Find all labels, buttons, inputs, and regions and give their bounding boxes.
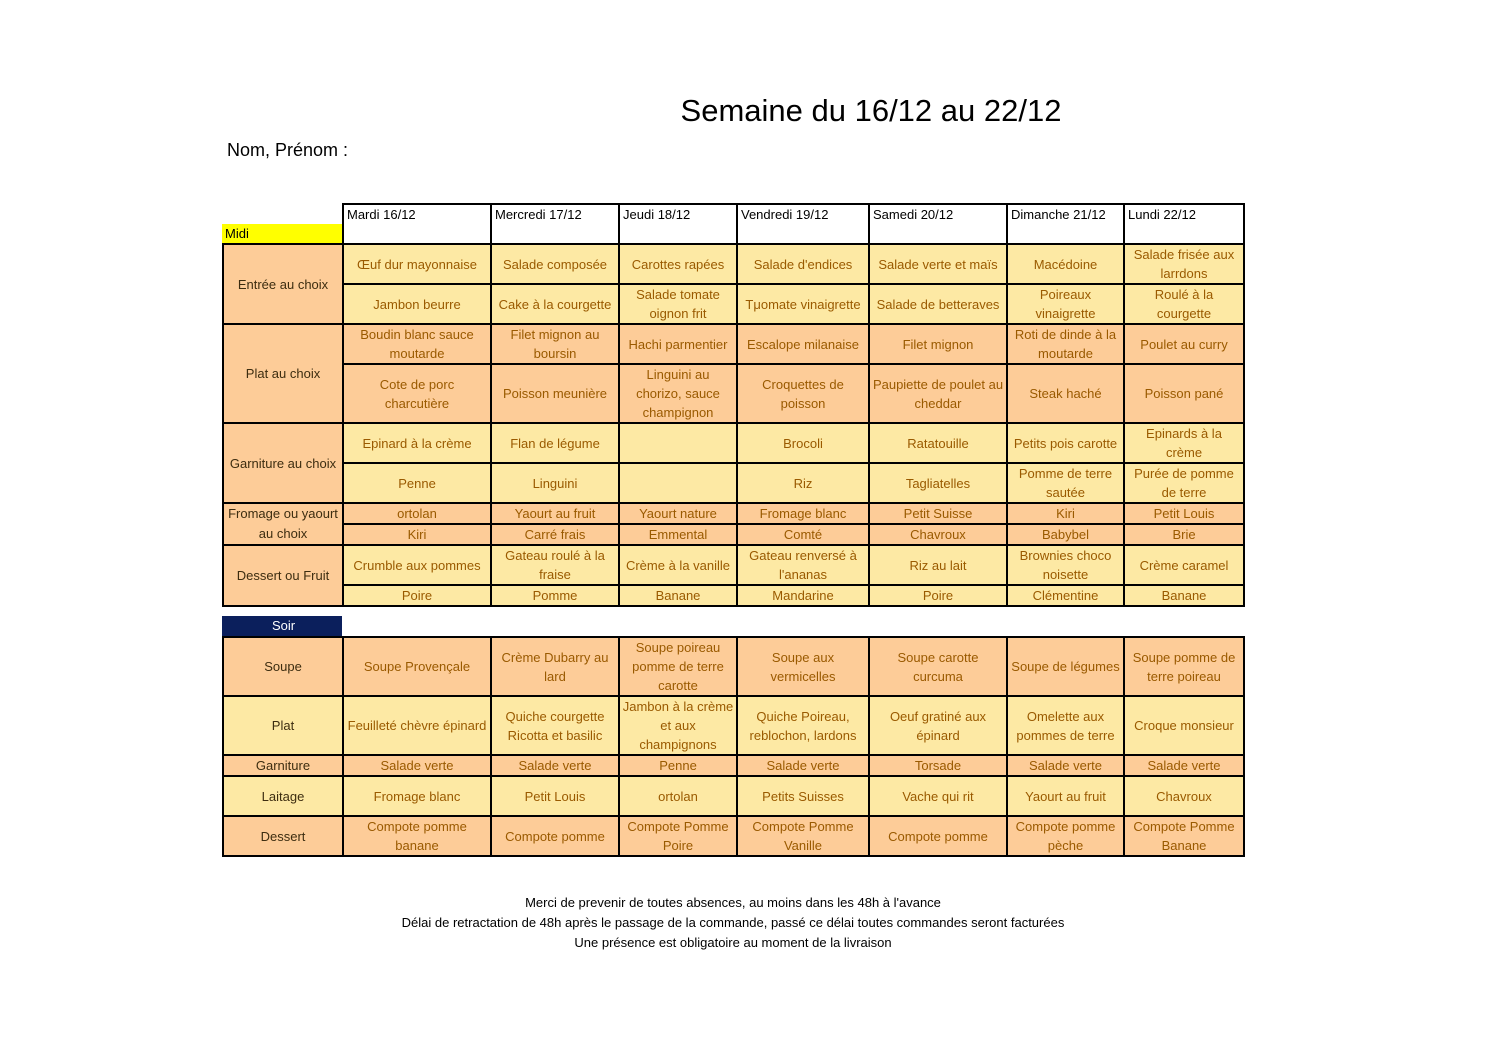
menu-item: Epinard à la crème — [343, 423, 491, 463]
midi-label: Midi — [222, 224, 342, 243]
menu-item: Poire — [343, 585, 491, 606]
day-header: Lundi 22/12 — [1124, 204, 1244, 244]
category-garniture: Garniture — [223, 755, 343, 776]
menu-item: Macédoine — [1007, 244, 1124, 284]
menu-item: Fromage blanc — [737, 503, 869, 524]
menu-item: Chavroux — [869, 524, 1007, 545]
category-soupe: Soupe — [223, 637, 343, 696]
menu-item: Quiche courgette Ricotta et basilic — [491, 696, 619, 755]
menu-item: Crumble aux pommes — [343, 545, 491, 585]
category-entree: Entrée au choix — [223, 244, 343, 324]
menu-item: Flan de légume — [491, 423, 619, 463]
menu-item: Yaourt au fruit — [491, 503, 619, 524]
soir-menu-table — [222, 636, 1245, 857]
footer-line: Une présence est obligatoire au moment de la livraison — [574, 935, 892, 950]
menu-item: Compote Pomme Vanille — [737, 816, 869, 856]
menu-item: Carré frais — [491, 524, 619, 545]
name-field-label: Nom, Prénom : — [227, 140, 349, 160]
menu-item: Quiche Poireau, reblochon, lardons — [737, 696, 869, 755]
day-header: Dimanche 21/12 — [1007, 204, 1124, 244]
menu-item: Penne — [343, 463, 491, 503]
menu-item: Tμomate vinaigrette — [737, 284, 869, 324]
menu-item: Kiri — [1007, 503, 1124, 524]
menu-item: Linguini au chorizo, sauce champignon — [619, 364, 737, 423]
menu-item: Hachi parmentier — [619, 324, 737, 364]
menu-item — [619, 463, 737, 503]
footer-line: Délai de retractation de 48h après le passage de la commande, passé ce délai toutes commandes seront facturées — [401, 915, 1065, 930]
menu-item: Chavroux — [1124, 776, 1244, 816]
menu-item: Filet mignon au boursin — [491, 324, 619, 364]
page-title: Semaine du 16/12 au 22/12 — [680, 93, 1062, 128]
menu-item: Soupe aux vermicelles — [737, 637, 869, 696]
menu-item: Petits pois carotte — [1007, 423, 1124, 463]
menu-item: Pomme — [491, 585, 619, 606]
menu-item: Mandarine — [737, 585, 869, 606]
menu-item: Petit Louis — [1124, 503, 1244, 524]
menu-item: Fromage blanc — [343, 776, 491, 816]
menu-item: Ratatouille — [869, 423, 1007, 463]
menu-item: Jambon à la crème et aux champignons — [619, 696, 737, 755]
menu-item: Soupe pomme de terre poireau — [1124, 637, 1244, 696]
menu-item: Compote pomme pèche — [1007, 816, 1124, 856]
menu-item: Jambon beurre — [343, 284, 491, 324]
menu-item: Pomme de terre sautée — [1007, 463, 1124, 503]
menu-item: Œuf dur mayonnaise — [343, 244, 491, 284]
footer-notes — [245, 893, 1221, 953]
menu-item: Purée de pomme de terre — [1124, 463, 1244, 503]
category-fromage: Fromage ou yaourt au choix — [223, 503, 343, 545]
menu-item: Cote de porc charcutière — [343, 364, 491, 423]
menu-item: Brocoli — [737, 423, 869, 463]
menu-item: Boudin blanc sauce moutarde — [343, 324, 491, 364]
menu-item: Epinards à la crème — [1124, 423, 1244, 463]
menu-item: Petits Suisses — [737, 776, 869, 816]
menu-item: Carottes rapées — [619, 244, 737, 284]
menu-item: Gateau roulé à la fraise — [491, 545, 619, 585]
menu-item: Soupe carotte curcuma — [869, 637, 1007, 696]
menu-item: Poisson pané — [1124, 364, 1244, 423]
menu-item: Yaourt au fruit — [1007, 776, 1124, 816]
menu-item: Poireaux vinaigrette — [1007, 284, 1124, 324]
menu-item: Soupe de légumes — [1007, 637, 1124, 696]
menu-item: Comté — [737, 524, 869, 545]
day-header: Mercredi 17/12 — [491, 204, 619, 244]
category-dessert: Dessert ou Fruit — [223, 545, 343, 606]
menu-item: Salade verte — [1007, 755, 1124, 776]
menu-item: Torsade — [869, 755, 1007, 776]
menu-item: Banane — [619, 585, 737, 606]
menu-item: Petit Suisse — [869, 503, 1007, 524]
menu-item: Crème Dubarry au lard — [491, 637, 619, 696]
menu-item: Filet mignon — [869, 324, 1007, 364]
menu-item: Salade verte et maïs — [869, 244, 1007, 284]
menu-item: Salade verte — [737, 755, 869, 776]
menu-item: Salade frisée aux larrdons — [1124, 244, 1244, 284]
menu-item: Oeuf gratiné aux épinard — [869, 696, 1007, 755]
menu-item: Petit Louis — [491, 776, 619, 816]
menu-item: Crème caramel — [1124, 545, 1244, 585]
menu-item: Babybel — [1007, 524, 1124, 545]
menu-item: Riz — [737, 463, 869, 503]
menu-item: Emmental — [619, 524, 737, 545]
menu-item: Croque monsieur — [1124, 696, 1244, 755]
menu-item: Compote Pomme Banane — [1124, 816, 1244, 856]
category-laitage: Laitage — [223, 776, 343, 816]
menu-item: Penne — [619, 755, 737, 776]
menu-item: Yaourt nature — [619, 503, 737, 524]
day-header: Samedi 20/12 — [869, 204, 1007, 244]
menu-item: Brie — [1124, 524, 1244, 545]
menu-item: Cake à la courgette — [491, 284, 619, 324]
menu-item: Roti de dinde à la moutarde — [1007, 324, 1124, 364]
menu-item: Omelette aux pommes de terre — [1007, 696, 1124, 755]
menu-item: Soupe poireau pomme de terre carotte — [619, 637, 737, 696]
day-header: Mardi 16/12 — [343, 204, 491, 244]
footer-line: Merci de prevenir de toutes absences, au moins dans les 48h à l'avance — [525, 895, 941, 910]
menu-item: Salade composée — [491, 244, 619, 284]
menu-item: Compote Pomme Poire — [619, 816, 737, 856]
menu-item: Paupiette de poulet au cheddar — [869, 364, 1007, 423]
menu-item: Vache qui rit — [869, 776, 1007, 816]
menu-item: Compote pomme — [491, 816, 619, 856]
menu-item: Salade verte — [491, 755, 619, 776]
menu-item: Steak haché — [1007, 364, 1124, 423]
menu-item: Salade verte — [1124, 755, 1244, 776]
menu-item: Linguini — [491, 463, 619, 503]
menu-item: Clémentine — [1007, 585, 1124, 606]
menu-item: Escalope milanaise — [737, 324, 869, 364]
category-plat: Plat au choix — [223, 324, 343, 423]
menu-item: Riz au lait — [869, 545, 1007, 585]
menu-item: Feuilleté chèvre épinard — [343, 696, 491, 755]
menu-item: ortolan — [343, 503, 491, 524]
day-header: Jeudi 18/12 — [619, 204, 737, 244]
midi-menu-table — [222, 203, 1245, 607]
menu-item: Salade de betteraves — [869, 284, 1007, 324]
menu-item: Croquettes de poisson — [737, 364, 869, 423]
menu-item: Salade tomate oignon frit — [619, 284, 737, 324]
menu-item: Roulé à la courgette — [1124, 284, 1244, 324]
category-plat: Plat — [223, 696, 343, 755]
menu-item: Brownies choco noisette — [1007, 545, 1124, 585]
menu-item: Poulet au curry — [1124, 324, 1244, 364]
menu-item: Tagliatelles — [869, 463, 1007, 503]
menu-item: Poisson meunière — [491, 364, 619, 423]
soir-label: Soir — [222, 616, 342, 636]
category-garniture: Garniture au choix — [223, 423, 343, 503]
menu-item: Salade verte — [343, 755, 491, 776]
menu-item: Crème à la vanille — [619, 545, 737, 585]
day-header: Vendredi 19/12 — [737, 204, 869, 244]
menu-item: Compote pomme banane — [343, 816, 491, 856]
menu-item: Gateau renversé à l'ananas — [737, 545, 869, 585]
menu-item: Poire — [869, 585, 1007, 606]
menu-item — [619, 423, 737, 463]
menu-item: Kiri — [343, 524, 491, 545]
menu-item: ortolan — [619, 776, 737, 816]
menu-item: Compote pomme — [869, 816, 1007, 856]
category-dessert: Dessert — [223, 816, 343, 856]
menu-item: Soupe Provençale — [343, 637, 491, 696]
menu-item: Salade d'endices — [737, 244, 869, 284]
menu-item: Banane — [1124, 585, 1244, 606]
